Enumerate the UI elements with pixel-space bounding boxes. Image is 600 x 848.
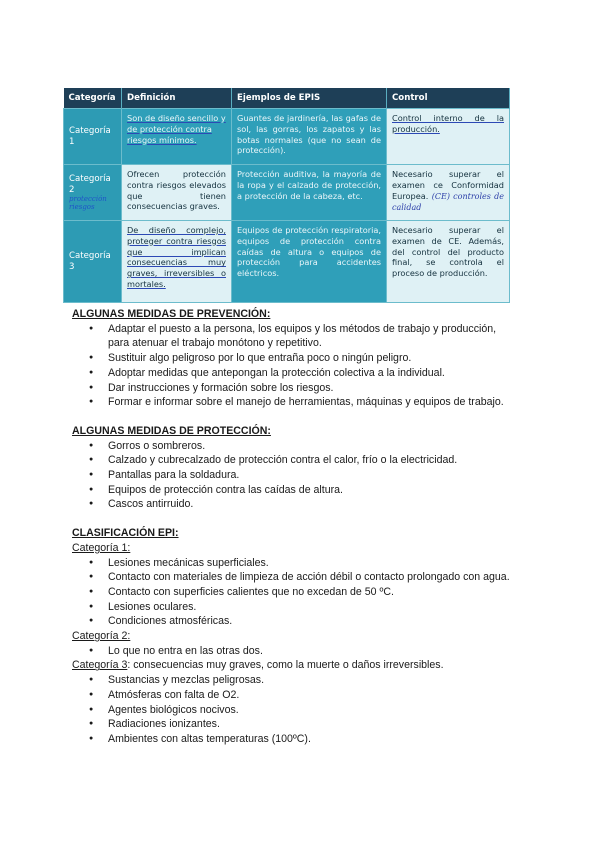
list-item: ● Dar instrucciones y formación sobre los riesgos.	[72, 381, 512, 396]
list-item: ● Lo que no entra en las otras dos.	[72, 644, 512, 659]
category-3-description: : consecuencias muy graves, como la muerte o daños irreversibles.	[127, 659, 444, 672]
list-item: ● Lesiones oculares.	[72, 600, 512, 615]
header-examples: Ejemplos de EPIS	[232, 88, 387, 109]
category-2-list	[72, 644, 512, 659]
list-item: ● Gorros o sombreros.	[72, 439, 512, 454]
row-definition: De diseño complejo, proteger contra riesgos que implican consecuencias muy graves, irreversibles o mortales.	[122, 221, 232, 303]
prevention-list	[72, 322, 512, 410]
row-category: Categoría 3	[64, 221, 122, 303]
classification-title: CLASIFICACIÓN EPI:	[72, 527, 179, 540]
table-row	[64, 221, 510, 303]
list-item: ● Adoptar medidas que antepongan la protección colectiva a la individual.	[72, 366, 512, 381]
list-item: ● Condiciones atmosféricas.	[72, 614, 512, 629]
table-row	[64, 165, 510, 221]
list-item: ● Adaptar el puesto a la persona, los equipos y los métodos de trabajo y producción, para atenuar el trabajo monótono y repetitivo.	[72, 322, 512, 351]
row-definition: Son de diseño sencillo y de protección contra riesgos mínimos.	[122, 109, 232, 165]
row-category: Categoría 2 protección riesgos	[64, 165, 122, 221]
list-item: ● Formar e informar sobre el manejo de herramientas, máquinas y equipos de trabajo.	[72, 395, 512, 410]
list-item: ● Sustancias y mezclas peligrosas.	[72, 673, 512, 688]
protection-list	[72, 439, 512, 513]
list-item: ● Equipos de protección contra las caídas de altura.	[72, 483, 512, 498]
prevention-title: ALGUNAS MEDIDAS DE PREVENCIÓN:	[72, 308, 271, 320]
category-3-list	[72, 673, 512, 747]
list-item: ● Lesiones mecánicas superficiales.	[72, 556, 512, 571]
list-item: ● Agentes biológicos nocivos.	[72, 703, 512, 718]
row-examples: Guantes de jardinería, las gafas de sol, las gorras, los zapatos y las botas normales (que no sean de protección).	[232, 109, 387, 165]
header-category: Categoría	[64, 88, 122, 109]
category-3-line	[72, 658, 512, 673]
list-item: ● Atmósferas con falta de O2.	[72, 688, 512, 703]
category-3-label: Categoría 3	[72, 659, 128, 672]
row-definition: Ofrecen protección contra riesgos elevados que tienen consecuencias graves.	[122, 165, 232, 221]
list-item: ● Pantallas para la soldadura.	[72, 468, 512, 483]
row-examples: Protección auditiva, la mayoría de la ropa y el calzado de protección, a protección de la cabeza, etc.	[232, 165, 387, 221]
table-row	[64, 109, 510, 165]
list-item: ● Calzado y cubrecalzado de protección contra el calor, frío o la electricidad.	[72, 453, 512, 468]
row-control: Necesario superar el examen de CE. Además, del control del producto final, se controla el proceso de producción.	[387, 221, 510, 303]
epi-categories-table	[63, 88, 510, 303]
category-2-label: Categoría 2:	[72, 630, 131, 643]
row-category: Categoría 1	[64, 109, 122, 165]
row-control: Necesario superar el examen ce Conformidad Europea. (CE) controles de calidad	[387, 165, 510, 221]
row-control: Control interno de la producción.	[387, 109, 510, 165]
document-body	[72, 307, 512, 747]
handwritten-note: protección riesgos	[69, 195, 107, 212]
category-1-list	[72, 556, 512, 630]
category-1-label: Categoría 1:	[72, 541, 131, 554]
list-item: ● Radiaciones ionizantes.	[72, 717, 512, 732]
row-examples: Equipos de protección respiratoria, equipos de protección contra caídas de altura o equipos de protección para accidentes eléctricos.	[232, 221, 387, 303]
header-definition: Definición	[122, 88, 232, 109]
table-header-row	[64, 88, 510, 109]
list-item: ● Ambientes con altas temperaturas (100ºC).	[72, 732, 512, 747]
list-item: ● Contacto con superficies calientes que no excedan de 50 ºC.	[72, 585, 512, 600]
list-item: ● Contacto con materiales de limpieza de acción débil o contacto prolongado con agua.	[72, 570, 512, 585]
handwritten-note: (CE) controles de calidad	[392, 191, 504, 213]
header-control: Control	[387, 88, 510, 109]
list-item: ● Cascos antirruido.	[72, 497, 512, 512]
protection-title: ALGUNAS MEDIDAS DE PROTECCIÓN:	[72, 424, 271, 437]
list-item: ● Sustituir algo peligroso por lo que entraña poco o ningún peligro.	[72, 351, 512, 366]
